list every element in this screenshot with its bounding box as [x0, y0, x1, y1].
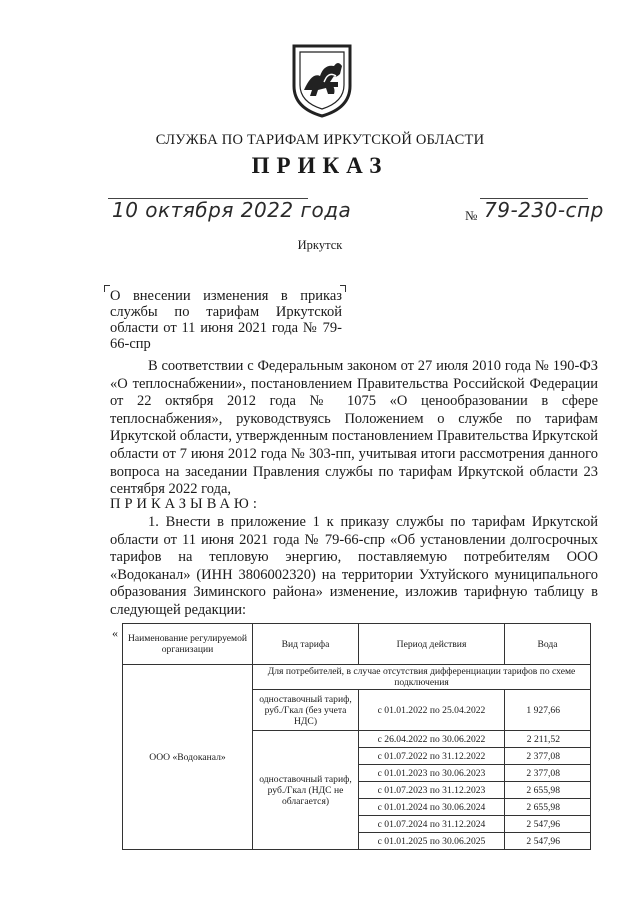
period-cell: с 01.07.2023 по 31.12.2023 — [359, 782, 505, 799]
value-cell: 2 377,08 — [505, 748, 591, 765]
consumer-group-cell: Для потребителей, в случае отсутствия дифференциации тарифов по схеме подключения — [253, 665, 591, 690]
tariff-type-cell: одноставочный тариф, руб./Гкал (НДС не облагается) — [253, 731, 359, 850]
document-date: 10 октября 2022 года — [112, 198, 352, 222]
value-cell: 2 655,98 — [505, 782, 591, 799]
period-cell: с 01.07.2022 по 31.12.2022 — [359, 748, 505, 765]
value-cell: 2 547,96 — [505, 816, 591, 833]
organization-cell: ООО «Водоканал» — [123, 665, 253, 850]
period-cell: с 01.01.2022 по 25.04.2022 — [359, 690, 505, 731]
value-cell: 2 655,98 — [505, 799, 591, 816]
tariff-table — [122, 623, 591, 850]
table-row — [123, 665, 591, 690]
header-water: Вода — [505, 624, 591, 665]
header-tariff-type: Вид тарифа — [253, 624, 359, 665]
period-cell: с 26.04.2022 по 30.06.2022 — [359, 731, 505, 748]
table-header-row — [123, 624, 591, 665]
value-cell: 2 211,52 — [505, 731, 591, 748]
order-word: ПРИКАЗЫВАЮ: — [110, 496, 261, 512]
period-cell: с 01.01.2025 по 30.06.2025 — [359, 833, 505, 850]
order-item-1: 1. Внести в приложение 1 к приказу службы по тарифам Иркутской области от 11 июня 2021 года № 79-66-спр «Об установлении долгосрочных тарифов на тепловую энергию, поставляемую потребителям ООО «Водоканал» (ИНН 3806002320) на территории Ухтуйского муниципального образования Зиминского района» изменение, изложив тарифную таблицу в следующей редакции: — [110, 514, 598, 618]
city: Иркутск — [297, 238, 343, 252]
header-period: Период действия — [359, 624, 505, 665]
coat-of-arms-icon — [290, 42, 354, 118]
period-cell: с 01.01.2023 по 30.06.2023 — [359, 765, 505, 782]
value-cell: 2 377,08 — [505, 765, 591, 782]
table-quote-mark: « — [112, 626, 118, 640]
period-cell: с 01.01.2024 по 30.06.2024 — [359, 799, 505, 816]
value-cell: 2 547,96 — [505, 833, 591, 850]
number-sign: № — [465, 208, 478, 223]
document-subject: О внесении изменения в приказ службы по тарифам Иркутской области от 11 июня 2021 года № 79-66-спр — [110, 288, 342, 352]
preamble-paragraph: В соответствии с Федеральным законом от 27 июля 2010 года № 190-ФЗ «О теплоснабжении», постановлением Правительства Российской Федерации от 22 октября 2012 года № 1075 «О ценообразовании в сфере теплоснабжения», руководствуясь Положением о службе по тарифам Иркутской области, утвержденным постановлением Правительства Иркутской области от 7 июня 2012 года № 303-пп, учитывая итоги рассмотрения данного вопроса на заседании Правления службы по тарифам Иркутской области 23 сентября 2022 года, — [110, 358, 598, 498]
value-cell: 1 927,66 — [505, 690, 591, 731]
document-number: 79-230-спр — [484, 198, 604, 222]
document-type: ПРИКАЗ — [251, 153, 389, 178]
service-name: СЛУЖБА ПО ТАРИФАМ ИРКУТСКОЙ ОБЛАСТИ — [155, 132, 485, 148]
header-organization: Наименование регулируемой организации — [123, 624, 253, 665]
period-cell: с 01.07.2024 по 31.12.2024 — [359, 816, 505, 833]
tariff-type-cell: одноставочный тариф, руб./Гкал (без учета НДС) — [253, 690, 359, 731]
